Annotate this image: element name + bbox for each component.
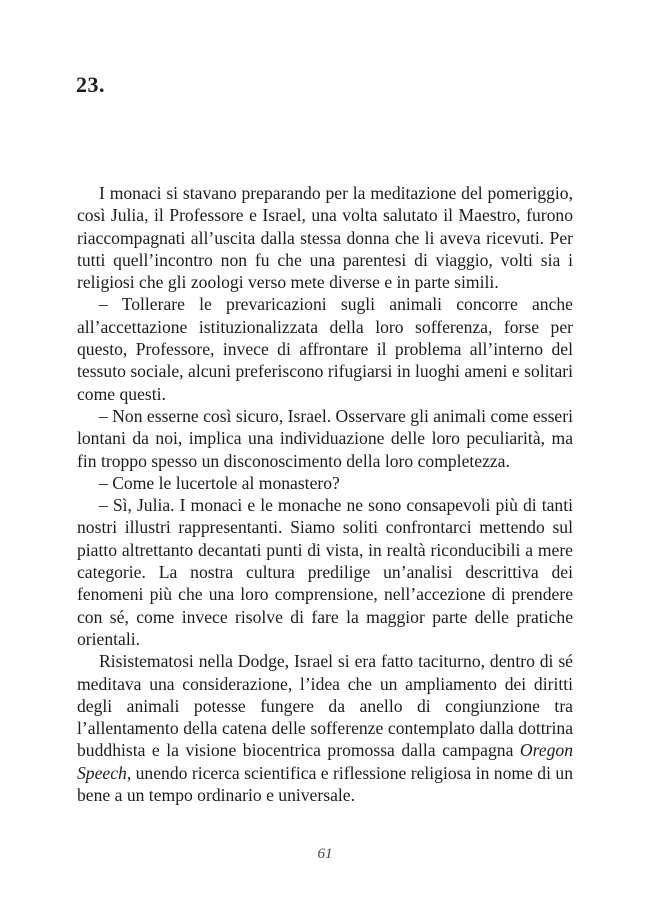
paragraph-2: – Tollerare le prevaricazioni sugli animali concorre anche all’accettazione istituzionalizzata della loro sofferenza, forse per questo, Professore, invece di affrontare il problema all’interno del tessuto sociale, alcuni preferiscono rifugiarsi in luoghi ameni e solitari come questi. <box>77 294 573 404</box>
paragraph-1: I monaci si stavano preparando per la meditazione del pomeriggio, così Julia, il Professore e Israel, una volta salutato il Maestro, furono riaccompagnati all’uscita dalla stessa donna che li aveva ricevuti. Per tutti quell’incontro non fu che una parentesi di viaggio, volti sia i religiosi che gli zoologi verso mete diverse e in parte simili. <box>77 183 573 293</box>
paragraph-6-italic-title: Oregon Speech <box>77 740 573 783</box>
paragraph-6-text-before: Risistematosi nella Dodge, Israel si era fatto taciturno, dentro di sé meditava una considerazione, l’idea che un ampliamento dei diritti degli animali potesse fungere da anello di congiunzione tra l’allentamento della catena delle sofferenze contemplato dalla dottrina buddhista e la visione biocentrica promossa dalla campagna <box>77 651 573 761</box>
chapter-body <box>77 182 573 806</box>
paragraph-4: – Come le lucertole al monastero? <box>99 472 340 493</box>
paragraph-3: – Non esserne così sicuro, Israel. Osservare gli animali come esseri lontani da noi, implica una individuazione delle loro peculiarità, ma fin troppo spesso un disconoscimento della loro completezza. <box>77 405 573 471</box>
chapter-number: 23. <box>76 72 105 97</box>
paragraph-6-text-after: , unendo ricerca scientifica e riflessione religiosa in nome di un bene a un tempo ordinario e universale. <box>77 762 573 806</box>
paragraph-5: – Sì, Julia. I monaci e le monache ne sono consapevoli più di tanti nostri illustri rappresentanti. Siamo soliti confrontarci mettendo sul piatto altrettanto decantati punti di vista, in realtà riconducibili a mere categorie. La nostra cultura predilige un’analisi descrittiva dei fenomeni più che una loro comprensione, nell’accezione di prendere con sé, come invece risolve di fare la maggior parte delle pratiche orientali. <box>77 495 573 649</box>
paragraph-6 <box>77 650 573 806</box>
page-number: 61 <box>317 846 333 862</box>
